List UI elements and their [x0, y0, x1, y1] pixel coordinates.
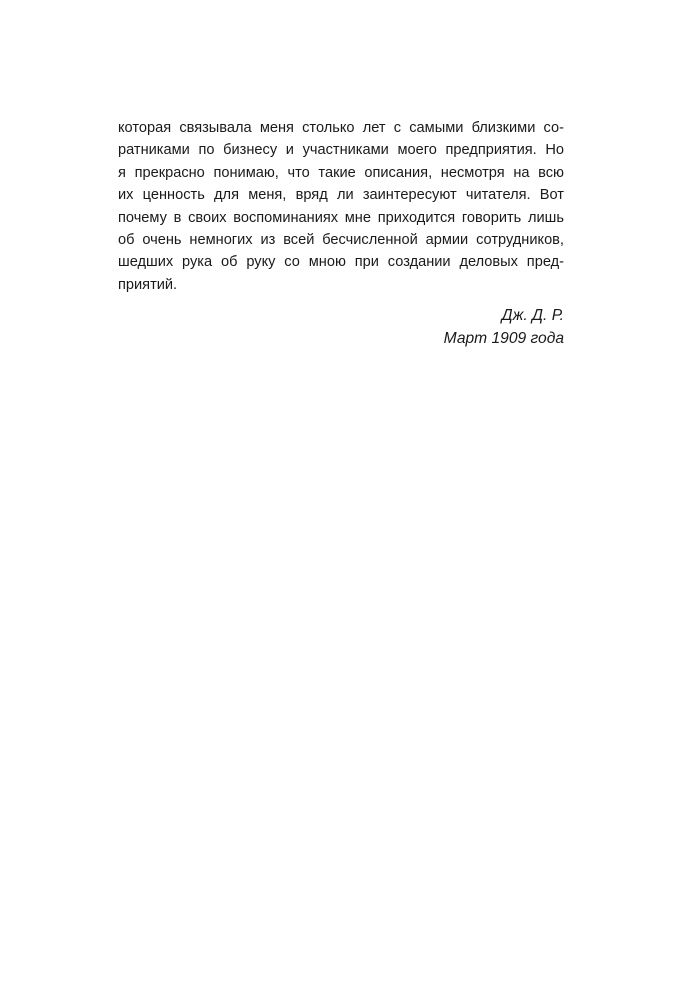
- paragraph-line: шедших рука об руку со мною при создании деловых пред-: [118, 254, 564, 271]
- signature-block: [444, 304, 564, 350]
- paragraph-line: я прекрасно понимаю, что такие описания, несмотря на всю: [118, 164, 564, 181]
- paragraph-line: которая связывала меня столько лет с самыми близкими со-: [118, 120, 564, 136]
- paragraph-line: ратниками по бизнесу и участниками моего предприятия. Но: [118, 142, 564, 159]
- paragraph-line: почему в своих воспоминаниях мне приходится говорить лишь: [118, 209, 564, 226]
- paragraph-line: об очень немногих из всей бесчисленной армии сотрудников,: [118, 232, 564, 249]
- signature-author: Дж. Д. Р.: [501, 307, 564, 324]
- signature-date: Март 1909 года: [443, 330, 564, 347]
- body-paragraph: [118, 117, 564, 296]
- paragraph-line: их ценность для меня, вряд ли заинтересуют читателя. Вот: [118, 187, 564, 204]
- paragraph-line: приятий.: [118, 276, 178, 293]
